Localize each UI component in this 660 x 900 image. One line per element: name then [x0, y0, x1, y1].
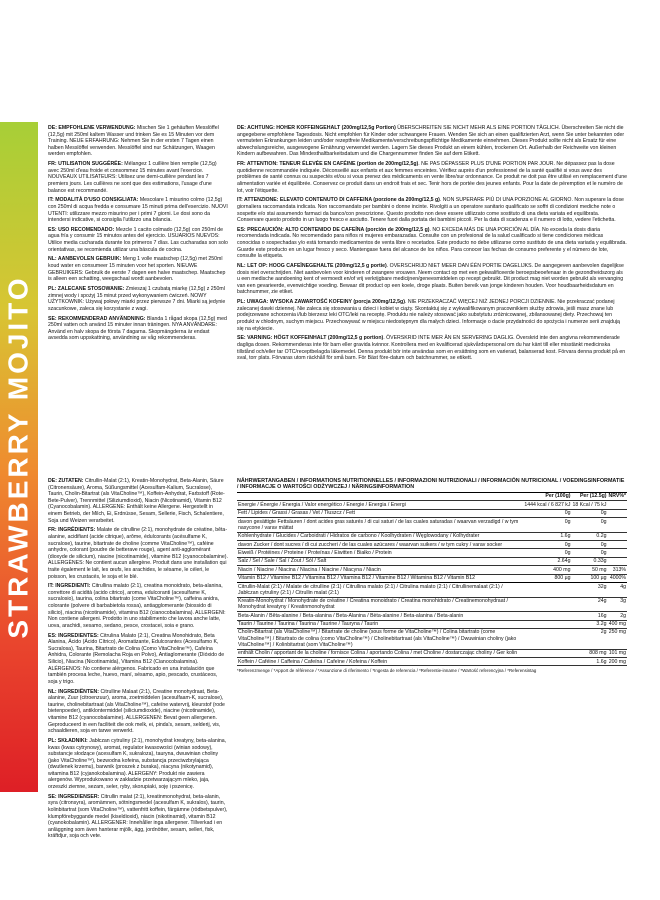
- usage-text: Mischen Sie 1 gehäuften Messlöffel (12,5g) mit 250ml kaltem Wasser und trinken Sie es 15 Minuten vor dem Training. NEUE ERFAHRUNG: Nehmen Sie in der ersten 7 Tagen einen halben Messlöffel verwenden. Messlöffel sind nur Schätzungen, Waagen werden empfohlen.: [48, 125, 219, 158]
- value-per-100: 1444 kcal / 6 827 kJ: [524, 501, 571, 508]
- value-per-serving: 16g: [571, 612, 607, 620]
- nutrient-name: Beta-Alanin / Bêta-alanine / Beta-alanina / Beta-Alanina / Bèta-alanine / Beta-alanina / Beta-alanin: [237, 612, 523, 620]
- warning-paragraph: [237, 335, 627, 361]
- nutrient-name: Fett / Lipides / Grassi / Grasas / Vet / Tłuszcz / Fett: [237, 509, 523, 517]
- value-per-serving: 808 mg: [571, 649, 607, 657]
- value-per-serving: 3.2g: [571, 620, 607, 628]
- value-nrv: [608, 557, 628, 565]
- nutrition-row: [237, 517, 627, 532]
- nutrition-row: [237, 612, 627, 620]
- value-per-100: [523, 628, 571, 649]
- value-per-serving: 1.6g: [571, 658, 607, 666]
- ingredients-heading: IT: INGREDIENTI:: [48, 583, 91, 590]
- nutrition-row: [237, 549, 627, 557]
- ingredients-heading: PL: SKŁADNIKI:: [48, 737, 88, 744]
- nutrient-name: Taurin / Taurine / Taurina / Taurina / Taurine / Tauryna / Taurin: [237, 620, 523, 628]
- usage-heading: NL: AANBEVOLEN GEBRUIK:: [48, 256, 122, 263]
- usage-heading: SE: REKOMMENDERAD ANVÄNDNING:: [48, 315, 146, 322]
- usage-paragraph: [48, 227, 228, 253]
- value-nrv: [608, 549, 628, 557]
- value-nrv: [608, 509, 628, 517]
- flavour-band: [0, 122, 38, 792]
- nutrient-name: davon gesättigte Fettsäuren / dont acides gras saturés / di cui saturi / de las cuales saturadas / waarvan verzadigd / w tym nasycone / varav mättat: [237, 517, 523, 532]
- usage-heading: DE: EMPFOHLENE VERWENDUNG:: [48, 125, 136, 131]
- warning-text: . ÖVERSKRID INTE MER ÄN EN SERVERING DAGLIG. Överskrid inte den angivna rekommenderade dagliga dosen. Rekommenderas inte för barn eller gravida kvinnor. Kontrollera med en kvalificerad sjukvårdspersonal om du har känt till eller misstänkt medicinska tillstånd och/eller tar OTC/receptbelagda läkemedel. Denna produkt bör inte användas som en ersättning som en varierad, balanserad kost. Förvara denna produkt på en sval, torr plats. Förvaras utom räckhåll för små barn. För Bäst före-datum och batchnummer, se etikett.: [237, 335, 626, 362]
- value-per-100: [523, 649, 571, 657]
- usage-text: Mescolare 1 misurino colmo (12,5g) con 250ml di acqua fredda e consumare 15 minuti prima dell'esercizio. NUOVI UTENTI: utilizzare mezzo misurino per i primi 7 giorni. Le dosi sono da intendersi indicative, si consiglia l'utilizzo una bilancia.: [48, 197, 228, 224]
- col-per-serving: Per (12.5g): [571, 493, 607, 501]
- warning-heading: SE: VARNING: HÖGT KOFFEINHALT (200mg/12,5 g portion): [237, 335, 384, 342]
- warning-text: . NIE PRZEKRACZAĆ WIĘCEJ NIŻ JEDNEJ PORCJI DZIENNIE. Nie przekraczać podanej zalecanej dawki dziennej. Nie zaleca się stosowania u dzieci i kobiet w ciąży. Skontaktuj się z wykwalifikowanym pracownikiem służby zdrowia, jeśli masz znane lub podejrzewane schorzenia i/lub bierzesz leki OTC/leki na receptę. Produktu nie należy stosować jako substytutu zróżnicowanej, zbilansowanej diety. Przechowuj ten produkt w chłodnym, suchym miejscu. Przechowywać w miejscu niedostępnym dla małych dzieci. Informacje o dacie przydatności do spożycia i numerze serii znajdują się na etykiecie.: [237, 299, 620, 332]
- warning-paragraph: [237, 263, 627, 296]
- ingredients-column: [48, 478, 228, 843]
- ingredients-paragraph: [48, 527, 228, 580]
- nutrient-name: Kreatin-Monohydrat / Monohydrate de créatine / Creatina monoidrato / Creatina monohidrato / Creatinemonohydraat / Monohydrat kreatyny / Kreatinmonohydrat: [237, 597, 523, 612]
- ingredients-paragraph: [48, 689, 228, 735]
- value-per-100: 2.64g: [523, 557, 571, 565]
- ingredients-text: Citrulina Malato (2:1), Creatina Monohidrato, Beta Alanina, Ácido (Ácido Cítrico), Aromatizante, Edulcorantes (Acesulfamo K, Sucralosa), Taurina, Bitartrato de Colina (Como VitaCholine™), Cafeína Anhidra, Colorante (Remolacha Roja en Polvo), Antiaglomerante (Dióxido de Silicio), Niacina (Nicotinamida), Vitamina B12 (Cianocobalamina). ALÉRGENOS: No contiene alérgenos. Fabricado en una instalación que también procesa leche, huevo, maní, sésamo, apio, pescado, crustáceos, soja y trigo.: [48, 632, 225, 685]
- value-per-100: 1.6g: [523, 532, 571, 540]
- value-per-100: 0g: [523, 549, 571, 557]
- value-nrv: 313%: [608, 566, 628, 574]
- nutrition-title: NÄHRWERTANGABEN / INFORMATIONS NUTRITIONNELLES / INFORMAZIONI NUTRIZIONALI / INFORMACIÓN NUTRICIONAL / VOEDINGSINFORMATIE / INFORMACJE O WARTOŚCI ODŻYWCZEJ / NÄRINGSINFORMATION: [237, 478, 627, 493]
- value-per-serving: 100 µg: [571, 574, 607, 582]
- value-per-serving: 0g: [571, 540, 607, 548]
- warning-heading: NL: LET OP: HOOG CAFEÏNEGEHALTE (200mg/12,5 g portie): [237, 263, 387, 270]
- value-per-100: 0g: [523, 517, 571, 532]
- value-nrv: 250 mg: [608, 628, 628, 649]
- value-per-100: [523, 658, 571, 666]
- value-nrv: [608, 501, 628, 509]
- value-per-100: 0g: [523, 509, 571, 517]
- nutrition-row: [237, 532, 627, 540]
- usage-paragraph: [48, 316, 228, 342]
- ingredients-heading: SE: INGREDIENSER:: [48, 793, 100, 800]
- value-nrv: 2g: [608, 612, 628, 620]
- usage-text: Blanda 1 rågad skopa (12,5g) med 250ml vatten och använd 15 minuter innan träningen. NYA ANVÄNDARE: Använd en halv skopa de första 7 dagarna. Skopmängderna är endast avsedda som uppskattning, användning av våg rekommenderas.: [48, 315, 227, 342]
- value-per-serving: 32g: [571, 582, 607, 597]
- ingredients-paragraph: [48, 633, 228, 686]
- warning-paragraph: [237, 227, 627, 260]
- nutrition-table: [237, 493, 627, 667]
- warning-paragraph: [237, 197, 627, 223]
- value-per-serving: 24g: [571, 597, 607, 612]
- value-per-serving: 0g: [571, 509, 607, 517]
- nutrition-row: [237, 574, 627, 582]
- nutrition-row: [237, 582, 627, 597]
- ingredients-paragraph: [48, 583, 228, 629]
- usage-text: Mezcle 1 cacito colmado (12,5g) con 250ml de agua fría y consumir 15 minutos antes del ejercicio. USUARIOS NUEVOS: Utilice media cucharada durante los primeros 7 días. Las cucharadas son solo orientativas, se recomienda utilizar una báscula de cocina.: [48, 226, 228, 253]
- flavour-label: STRAWBERRY MOJITO: [3, 275, 34, 639]
- nutrition-panel: [237, 478, 627, 673]
- nutrition-row: [237, 566, 627, 574]
- ingredients-heading: ES: INGREDIENTES:: [48, 632, 99, 639]
- col-nrv: NRV%*: [608, 493, 626, 500]
- nutrition-row: [237, 649, 627, 657]
- ingredients-paragraph: [48, 478, 228, 524]
- usage-text: Zmieszaj 1 czubatą miarkę (12,5g) z 250ml zimnej wody i spożyj 15 minut przed wykonywaniem ćwiczeń. NOWY UŻYTKOWNIK: Używaj połowy miarki przez pierwsze 7 dni. Miarki są jedynie szacunkowe, zaleca się korzystanie z wagi.: [48, 286, 226, 312]
- value-per-serving: 50 mg: [571, 566, 607, 574]
- nutrition-row: [237, 501, 627, 509]
- warning-heading: PL: UWAGA: WYSOKA ZAWARTOŚĆ KOFEINY (porcja 200mg/12,5g): [237, 299, 405, 306]
- usage-text: Mélangez 1 cuillère bien remplie (12,5g) avec 250ml d'eau froide et consommez 15 minutes avant l'exercice. NOUVEAUX UTILISATEURS: Utilisez une demi-cuillère pendant les 7 premiers jours. Les cuillères ne sont que des estimations, l'usage d'une balance est recommandé.: [48, 161, 217, 194]
- nutrition-body: [237, 501, 627, 666]
- usage-paragraph: [48, 125, 228, 158]
- nutrition-row: [237, 540, 627, 548]
- value-per-serving: 0g: [571, 549, 607, 557]
- nutrition-row: [237, 509, 627, 517]
- nutrition-row: [237, 658, 627, 666]
- ingredients-heading: FR: INGRÉDIENTS:: [48, 527, 96, 534]
- warning-heading: IT: ATTENZIONE: ELEVATO CONTENUTO DI CAFFEINA (porzione da 200mg/12,5 g): [237, 197, 440, 204]
- value-per-serving: 0g: [571, 517, 607, 532]
- warning-paragraph: [237, 161, 627, 194]
- value-per-serving: 18 Kcal / 75 kJ: [572, 501, 607, 508]
- value-per-100: 0g: [523, 540, 571, 548]
- value-nrv: 4g: [608, 582, 628, 597]
- usage-paragraph: [48, 197, 228, 223]
- ingredients-text: Citrullin-Malat (2:1), Kreatin-Monohydrat, Beta-Alanin, Säure (Citronensäure), Aroma, Süßungsmittel (Acesulfam-Kalium, Sucralose), Taurin, Cholin-Bitartrat (als VitaCholine™), Koffein-Anhydrat, Farbstoff (Rote-Bete-Pulver), Trennmittel (Siliziumdioxid), Niacin (Nicotinamid), Vitamin B12 (Cyanocobalamin). ALLERGENE: Enthält keine Allergene. Hergestellt in einem Betrieb, der Milch, Ei, Erdnüsse, Sesam, Sellerie, Fisch, Schalentiere, Soja und Weizen verarbeitet.: [48, 478, 225, 524]
- warnings-column: [237, 125, 627, 365]
- value-per-serving: 0.33g: [571, 557, 607, 565]
- ingredients-paragraph: [48, 738, 228, 791]
- usage-heading: IT: MODALITÀ D'USO CONSIGLIATA:: [48, 197, 139, 204]
- usage-heading: ES: USO RECOMENDADO:: [48, 226, 115, 233]
- flavour-label-wrap: [0, 122, 38, 792]
- nutrient-name: Koffein / Caféine / Caffeina / Cafeína / Cafeïne / Kofeina / Koffein: [237, 658, 523, 666]
- nutrition-header-blank: [237, 493, 523, 501]
- ingredients-text: Malate de citrulline (2:1), monohydrate de créatine, bêta-alanine, acidifiant (acide citrique), arôme, édulcorants (acésulfame K, sucralose), taurine, bitartrate de choline (comme VitaCholine™), caféine anhydre, colorant (poudre de betterave rouge), agent anti-agglomérant (dioxyde de silicium), niacine (nicotinamide), vitamine B12 (cyanocobalamine). ALLERGÈNES: Ne contient aucun allergène. Produit dans une installation qui traite également le lait, les œufs, les arachides, le sésame, le céleri, le poisson, les crustacés, le soja et le blé.: [48, 527, 228, 580]
- warning-text: . NO EXCEDA MÁS DE UNA PORCIÓN AL DÍA. No exceda la dosis diaria recomendada indicada. No recomendado para niños ni mujeres embarazadas. Consulte con un profesional de la salud cualificado si tiene condiciones médicas conocidas o sospechadas y/o está tomando medicamentos de venta libre o recetados. Este producto no debe utilizarse como sustituto de una dieta variada y equilibrada. Guarde este producto en un lugar fresco y seco. Mantengase fuera del alcance de los niños. Para conocer las fechas de consumo preferente y el número de lote, consulte la etiqueta.: [237, 226, 627, 260]
- warning-heading: DE: ACHTUNG: HOHER KOFFEINGEHALT (200mg/12,5g Portion): [237, 125, 396, 131]
- value-nrv: [608, 517, 628, 532]
- value-per-100: 800 µg: [523, 574, 571, 582]
- value-per-100: [523, 582, 571, 597]
- col-per-100: Per (100g): [523, 493, 571, 501]
- nutrient-name: Eiweiß / Protéines / Proteine / Proteínas / Eiwitten / Białko / Protein: [237, 549, 523, 557]
- usage-heading: FR: UTILISATION SUGGÉRÉE:: [48, 161, 123, 168]
- value-nrv: 3g: [608, 597, 628, 612]
- nutrition-header-row: [237, 493, 627, 501]
- ingredients-paragraph: [48, 794, 228, 840]
- usage-paragraph: [48, 161, 228, 194]
- value-nrv: 4000%: [608, 574, 628, 582]
- nutrient-name: enthält Cholin / apportant de la choline / fornisce Colina / aportando Colina / met Choline / dostarczając choliny / Ger kolin: [237, 649, 523, 657]
- usage-paragraph: [48, 256, 228, 282]
- usage-paragraph: [48, 286, 228, 312]
- usage-heading: PL: ZALECANE STOSOWANIE:: [48, 286, 125, 292]
- value-per-serving: 2g: [571, 628, 607, 649]
- nutrient-name: Vitamin B12 / Vitamine B12 / Vitamina B12 / Vitamina B12 / Vitamine B12 / Witamina B12 / Vitamin B12: [237, 574, 523, 582]
- warning-text: . NE PAS DÉPASSER PLUS D'UNE PORTION PAR JOUR. Ne dépassez pas la dose quotidienne recommandée indiquée. Déconseillé aux enfants et aux femmes enceintes. Vérifiez auprès d'un professionnel de la santé qualifié si vous avez des problèmes de santé connus ou suspectés et/ou si vous prenez des médicaments en vente libre/sur ordonnance. Ce produit ne doit pas être utilisé en remplacement d'une alimentation variée et équilibrée. Conservez ce produit dans un endroit frais et sec. Tenir hors de portée des jeunes enfants. Pour la date de péremption et le numéro de lot, voir l'étiquette.: [237, 161, 627, 194]
- ingredients-text: Citrulline Malaat (2:1), Creatine monohydraat, Beta-alanine, Zuur (citroenzuur), aroma, zoetmiddelen (acesulfaam-K, sucralose), taurine, cholinebitartraat (als VitaCholine™), cafeïne watervrij, kleurstof (rode bietenpoeder), antiklontermiddel (siliciumdioxide), niacine (nicotinamide), vitamine B12 (cyanocobalamine). ALLERGENEN: Bevat geen allergenen. Geproduceerd in een faciliteit die ook melk, ei, pinda's, sesam, selderij, vis, schaaldieren, soja en tarwe verwerkt.: [48, 688, 225, 735]
- usage-text: Meng 1 volle maatschep (12,5g) met 250ml koud water en consumeer 15 minuten voor het sporten. NIEUWE GEBRUIKERS: Gebruik de eerste 7 dagen een halve maatschep. Maatschep is alleen een schatting, weegschaal wordt aanbevolen.: [48, 256, 226, 283]
- value-nrv: 400 mg: [608, 621, 626, 628]
- nutrient-name: Citrullin-Malat (2:1) / Malate de citrulline (2:1) / Citrullina malato (2:1) / Citrulina malato (2:1) / Citrullinemalaat (2:1) / Jabłczan cytruliny (2:1) / Citrullin malat (2:1): [237, 582, 523, 597]
- warning-text: . NON SUPERARE PIÙ DI UNA PORZIONE AL GIORNO. Non superare la dose giornaliera raccomandata indicata. Non raccomandato per bambini o donne incinte. Rivolgiti a un operatore sanitario qualificato se soffri di condizioni mediche note o sospette e/o stai assumendo farmaci da banco/con prescrizione. Questo prodotto non deve essere utilizzato come sostituto di una dieta variata ed equilibrata. Conservare questo prodotto in un luogo fresco e asciutto. Tenere fuori dalla portata dei bambini piccoli. Per la data di scadenza e il numero di lotto, vedere l'etichetta.: [237, 197, 624, 224]
- warning-paragraph: [237, 125, 627, 158]
- ingredients-heading: DE: ZUTATEN:: [48, 478, 84, 484]
- value-nrv: [608, 540, 628, 548]
- nutrition-row: [237, 620, 627, 628]
- nutrient-name: davon Zucker / dont sucres / di cui zuccheri / de las cuales azúcares / waarvan suikers / w tym cukry / varav socker: [237, 540, 523, 548]
- warning-heading: FR: ATTENTION: TENEUR ÉLEVÉE EN CAFÉINE (portion de 200mg/12,5g): [237, 161, 419, 168]
- warning-paragraph: [237, 299, 627, 332]
- nutrition-row: [237, 557, 627, 565]
- nutrient-name: Salz / Sel / Sale / Sal / Zout / Sól / Salt: [237, 557, 523, 565]
- nutrition-row: [237, 628, 627, 649]
- value-per-100: [523, 620, 571, 628]
- usage-column: [48, 125, 228, 345]
- nutrition-row: [237, 597, 627, 612]
- warning-text: . OVERSCHRIJD NIET MEER DAN ÉÉN PORTIE DAGELIJKS. De aangegeven aanbevolen dagelijkse dosis niet overschrijden. Niet aanbevolen voor kinderen of zwangere vrouwen. Neem contact op met een gekwalificeerde beroepsbeoefenaar in de gezondheidszorg als u een medische aandoening kent of vermoedt en/of vrij verkrijgbare medicijnen/geneesmiddelen op recept gebruikt. Dit product mag niet worden gebruikt als vervanging van een gevarieerde, evenwichtige voeding. Bewaar dit product op een koele, droge plaats. Buiten bereik van jonge kinderen houden. Voor houdbaarheidsdatum en batchnummer, zie etiket.: [237, 263, 624, 296]
- ingredients-heading: NL: INGREDIËNTEN:: [48, 688, 100, 695]
- warning-heading: ES: PRECAUCIÓN: ALTO CONTENIDO DE CAFEÍNA (porción de 200mg/12,5 g): [237, 226, 430, 233]
- nutrient-name: Kohlenhydrate / Glucides / Carboidrati / Hidratos de carbono / Koolhydraten / Węglowodany / Kolhydrater: [237, 532, 523, 540]
- warning-text: ÜBERSCHREITEN SIE NICHT MEHR ALS EINE PORTION TÄGLICH. Überschreiten Sie nicht die angegebene empfohlene Tagesdosis. Nicht empfohlen für Kinder oder schwangere Frauen. Wenden Sie sich an einen qualifizierten Arzt, wenn Sie unter bekannten oder vermuteten Erkrankungen leiden und/oder rezeptfreie Medikamente/verschreibungspflichtige Medikamente einnehmen. Dieses Produkt sollte nicht als Ersatz für eine abwechslungsreiche, ausgewogene Ernährung verwendet werden. Lagern Sie dieses Produkt an einem kühlen, trockenen Ort. Außerhalb der Reichweite von kleinen Kindern aufbewahren. Das Mindesthaltbarkeitsdatum und die Chargennummer finden Sie auf dem Etikett.: [237, 125, 625, 158]
- value-per-100: 400 mg: [523, 566, 571, 574]
- ingredients-text: Jabłczan cytruliny (2:1), monohydrat kreatyny, beta-alanina, kwas (kwas cytrynowy), aromat, regulator kwasowości (winian sodowy), substancje słodzące (acesulfam K, sukraloza), tauryna, dwuwinian choliny (jako VitaCholine™), bezwodna kofeina, substancja przeciwzbrylająca (dwutlenek krzemu), barwnik (proszek z buraka), niacyna (nikotynamid), witamina B12 (cyjanokobalamina). ALERGENY: Produkt nie zawiera alergenów. Wyprodukowano w zakładzie przetwarzającym mleko, jaja, orzeszki ziemne, sezam, seler, ryby, skorupiaki, soję i pszenicę.: [48, 737, 227, 791]
- value-per-100: [523, 597, 571, 612]
- value-per-serving: 0.2g: [571, 532, 607, 540]
- ingredients-text: Citrullina malato (2:1), creatina monoidrato, beta-alanina, correttore di acidità (acido citrico), aroma, edulcoranti (acesulfame K, sucralosio), taurina, colina bitartrato (come VitaCholine™), caffeina anidra, colorante (polvere di barbabietola rossa), antiagglomerante (biossido di silicio), niacina (nicotinamide), vitamina B12 (cianocobalamina). ALLERGENI: Non contiene allergeni. Prodotto in uno stabilimento che lavora anche latte, uova, arachidi, sesamo, sedano, pesce, crostacei, soia e grano.: [48, 583, 226, 629]
- value-nrv: 101 mg: [608, 650, 626, 657]
- nutrient-name: Energie / Énergie / Energia / Valor energético / Energie / Energia / Energi: [237, 501, 523, 509]
- value-per-100: [523, 612, 571, 620]
- nutrition-footnote: *Referenzmenge / *Apport de référence / *Assunzione di riferimento / *Ingesta de referencia / *Referentie-inname / *Wartość referencyjna / *Referensintag: [237, 668, 537, 674]
- ingredients-text: Citrullin malat (2:1), kreatinmonohydrat, beta-alanin, syra (citronsyra), aromämnen, sötningsmedel (acesulfam K, sukralos), taurin, kolinbitartrat (som VitaCholine™), vattenfritt koffein, färgämne (rödbetspulver), klumpförebyggande medel (kiseldioxid), niacin (nikotinamid), vitamin B12 (cyanokobalamin). ALLERGENER: Innehåller inga allergener. Tillverkad i en anläggning som även hanterar mjölk, ägg, jordnötter, sesam, selleri, fisk, kräftdjur, soja och vete.: [48, 793, 228, 840]
- nutrient-name: Niacin / Niacine / Niacina / Niacina / Niacine / Niacyna / Niacin: [237, 566, 523, 574]
- value-nrv: 200 mg: [608, 658, 626, 665]
- nutrient-name: Cholin-Bitartrat (als VitaCholine™) / Bitartrate de choline (sous forme de VitaCholine™) / Colina bitartrato (come VitaCholine™) / Bitartrato de colina (como VitaCholine™) / Cholinebitartraat (als VitaCholine™) / Dwuwinian choliny (jako VitaCholine™) / Kolinbitartrat (som VitaCholine™): [237, 628, 523, 649]
- value-nrv: [608, 532, 628, 540]
